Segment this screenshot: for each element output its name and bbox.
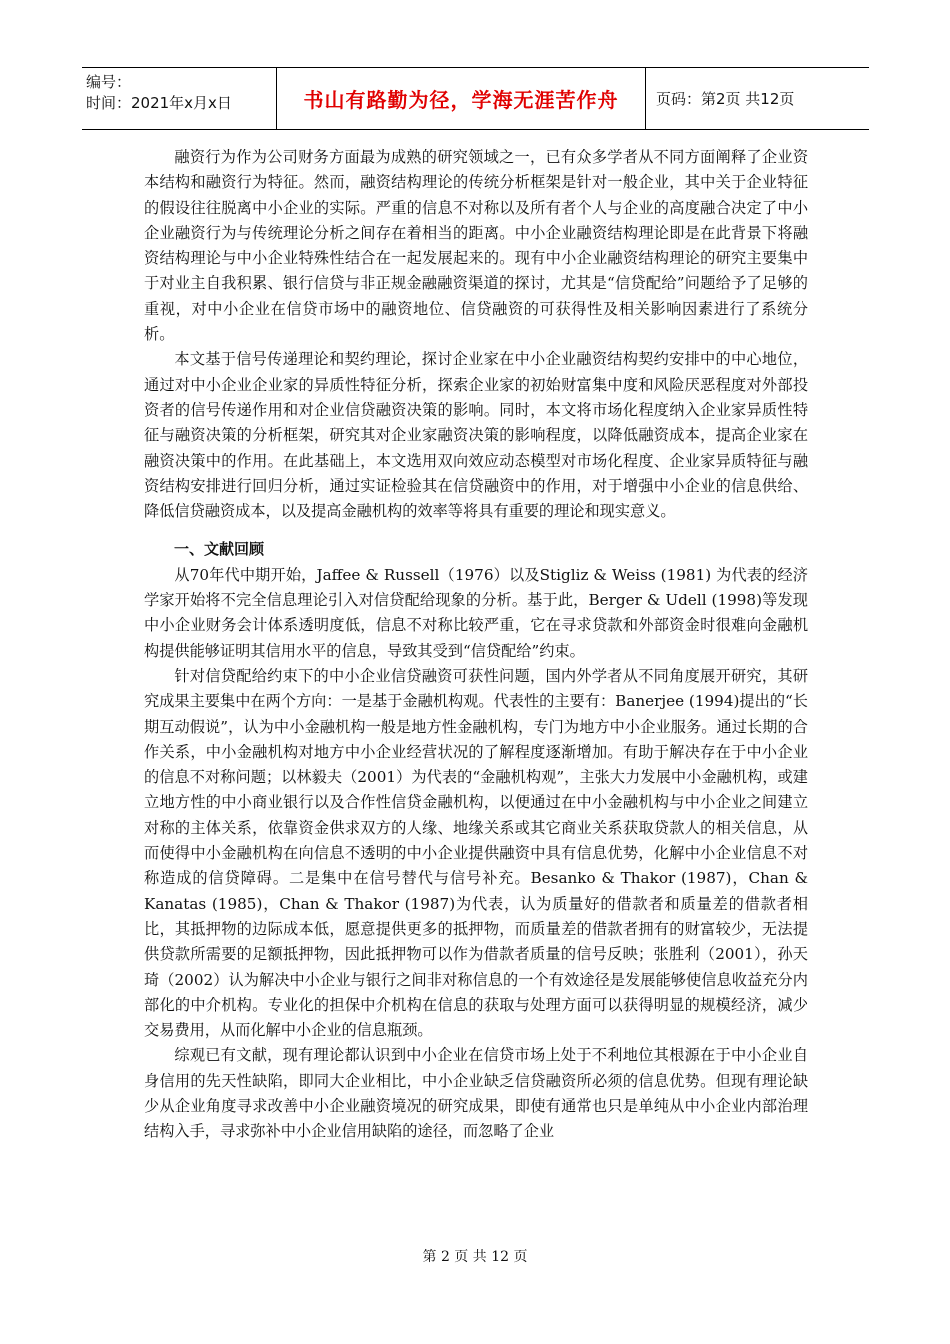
page-header (82, 67, 869, 130)
doc-number-label: 编号： (86, 73, 132, 91)
section-heading: 一、文献回顾 (174, 540, 265, 559)
section-paragraph: 从70年代中期开始，Jaffee & Russell（1976）以及Stigliz & Weiss (1981) 为代表的经济学家开始将不完全信息理论引入对信贷配给现象的分析。基于此，Berger & Udell (1998)等发现中小企业财务会计体系透明度低，信息不对称比较严重，它在寻求贷款和外部资金时很难向金融机构提供能够证明其信用水平的信息，导致其受到“信贷配给”约束。 (144, 565, 808, 660)
document-body (144, 145, 808, 1145)
body-paragraph: 融资行为作为公司财务方面最为成熟的研究领域之一，已有众多学者从不同方面阐释了企业资本结构和融资行为特征。然而，融资结构理论的传统分析框架是针对一般企业，其中关于企业特征的假设往往脱离中小企业的实际。严重的信息不对称以及所有者个人与企业的高度融合决定了中小企业融资行为与传统理论分析之间存在着相当的距离。中小企业融资结构理论即是在此背景下将融资结构理论与中小企业特殊性结合在一起发展起来的。现有中小企业融资结构理论的研究主要集中于对业主自我积累、银行信贷与非正规金融融资渠道的探讨，尤其是“信贷配给”问题给予了足够的重视，对中小企业在信贷市场中的融资地位、信贷融资的可获得性及相关影响因素进行了系统分析。 (144, 148, 808, 344)
page-footer: 第 2 页 共 12 页 (422, 1249, 528, 1265)
time-label: 时间：2021年x月x日 (86, 94, 232, 112)
body-paragraph: 本文基于信号传递理论和契约理论，探讨企业家在中小企业融资结构契约安排中的中心地位，通过对中小企业企业家的异质性特征分析，探索企业家的初始财富集中度和风险厌恶程度对外部投资者的信号传递作用和对企业信贷融资决策的影响。同时，本文将市场化程度纳入企业家异质性特征与融资决策的分析框架，研究其对企业家融资决策的影响程度，以降低融资成本，提高企业家在融资决策中的作用。在此基础上，本文选用双向效应动态模型对市场化程度、企业家异质特征与融资结构安排进行回归分析，通过实证检验其在信贷融资中的作用，对于增强中小企业的信息供给、降低信贷融资成本，以及提高金融机构的效率等将具有重要的理论和现实意义。 (144, 350, 808, 521)
header-left-cell (82, 68, 277, 129)
section-paragraph: 综观已有文献，现有理论都认识到中小企业在信贷市场上处于不利地位其根源在于中小企业自身信用的先天性缺陷，即同大企业相比，中小企业缺乏信贷融资所必须的信息优势。但现有理论缺少从企业角度寻求改善中小企业融资境况的研究成果，即使有通常也只是单纯从中小企业内部治理结构入手，寻求弥补中小企业信用缺陷的途径，而忽略了企业 (144, 1046, 808, 1141)
header-motto: 书山有路勤为径，学海无涯苦作舟 (277, 68, 646, 129)
section-paragraph: 针对信贷配给约束下的中小企业信贷融资可获性问题，国内外学者从不同角度展开研究，其研究成果主要集中在两个方向：一是基于金融机构观。代表性的主要有：Banerjee (1994)提出的“长期互动假说”，认为中小金融机构一般是地方性金融机构，专门为地方中小企业服务。通过长期的合作关系，中小金融机构对地方中小企业经营状况的了解程度逐渐增加。有助于解决存在于中小企业的信息不对称问题；以林毅夫（2001）为代表的“金融机构观”，主张大力发展中小金融机构，或建立地方性的中小商业银行以及合作性信贷金融机构，以便通过在中小金融机构与中小企业之间建立对称的主体关系，依靠资金供求双方的人缘、地缘关系或其它商业关系获取贷款人的相关信息，从而使得中小金融机构在向信息不透明的中小企业提供融资中具有信息优势，化解中小企业信息不对称造成的信贷障碍。二是集中在信号替代与信号补充。Besanko & Thakor (1987)，Chan & Kanatas (1985)，Chan & Thakor (1987)为代表，认为质量好的借款者和质量差的借款者相比，其抵押物的边际成本低，愿意提供更多的抵押物，而质量差的借款者拥有的财富较少，无法提供贷款所需要的足额抵押物，因此抵押物可以作为借款者质量的信号反映；张胜利（2001），孙天琦（2002）认为解决中小企业与银行之间非对称信息的一个有效途径是发展能够使信息收益充分内部化的中介机构。专业化的担保中介机构在信息的获取与处理方面可以获得明显的规模经济，减少交易费用，从而化解中小企业的信息瓶颈。 (144, 666, 808, 1040)
header-page-info: 页码：第2页 共12页 (656, 90, 795, 108)
